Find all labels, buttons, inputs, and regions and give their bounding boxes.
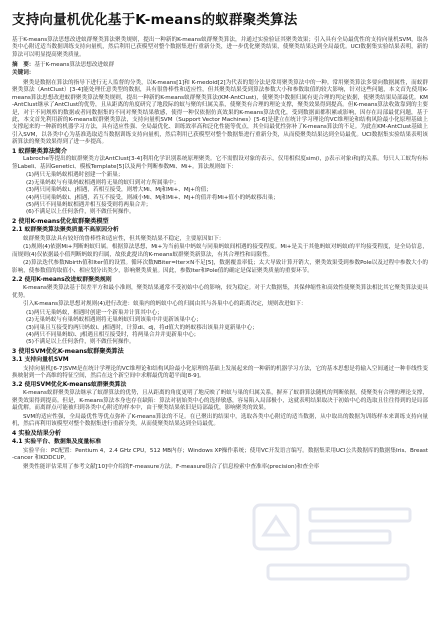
list-item: (4)两只同巢蚂蚁i、j相遇，若互不接受，则减小Mi、Mj和Mi+、Mj+的值并将Mi+值小的蚂蚁移出巢；: [26, 194, 279, 201]
subsection-heading: 3.1 支持向量机SVM: [12, 357, 69, 364]
abstract-label: 摘 要：: [12, 62, 35, 69]
list-item: (6)不满足以上任何条件，则不做任何操作。: [26, 209, 135, 216]
section-heading: 2 使用K-means优化蚁群聚类模型: [12, 218, 109, 226]
section-paragraph: SVM的适应性强，全局最优性等优点弥补了K-means算法的不足。在已聚出的结果中，选取各类中心附近的适当数据，从中取出的数据为训练样本来训练支持向量机，然后再利用该模型对整个数据集进行重新分类，从而使聚类结果达到全局最优。: [12, 413, 428, 428]
keywords-block: [12, 62, 428, 77]
intro-paragraph: 聚类是数据在算法的指导下进行无人监督的分类，以K-means[1]和 K-medoid[2]为代表的划分法是常用聚类算法中的一种。常用聚类算法多要向数据属性，而蚁群聚类算法（AntClust）[3-4]能处理任意类型的数据，具有很鲁棒性和适应性，但其聚类结果受到算法参数大小和参数取值的较大影响，针对这些问题，本文首先使用K-means算法思想改进蚁群聚类算法聚类规则，提出一种新的K-means蚁群聚类算法(KM-AntClust)，使聚类中数据归属有更合理的判定依据，使聚类结果局部最优。KM-AntClust继承了AntClust的优势，且从距离的角度研究了地段际的蚁与聚的归属关系，使聚类有合理的理论支撑，聚类效果得到提高。但K-means算法收敛靠到的主要是，对于不同规格的数据或者同数据集的不同对聚类结果敏感，使得一种仅依据仿真效果的K-means算法优化，受到数据面都积累或影响，因存在局部最优问题，基于此，本文首先利用新的K-means蚁群聚类算法，支持向量机SVM（Support Vector Machines）[5-6]是建立在统计学习理论的VC维理论和结构风险最小化原理基础上支撑起来的一种新的机器学习方法，具有适应性强、全局最优化、训练效率高和泛化性能等优点，其全局最优性弥补了K-means算法的不足。为此在KM-AntClust基础上引入SVM，以各类中心为基准选取适当数据训练支持向量机，然后利用已获模型对整个数据集进行重新分类，从而使聚类结果达到全局最优。UCI数据集实验结果表明该新算法的聚类效果得到了进一步提高。: [12, 79, 428, 146]
keywords-text: 基于K-means算法思想改进蚁群: [34, 62, 115, 69]
section-heading: 4 实验及结果分析: [12, 430, 62, 438]
section-paragraph: Labroche等提出的蚁群聚类方法AntClust[3-4]利用化学识别系统原理聚类。它不需假设对象的表示，仅用相似度sim(i，j)表示对象i和j的关系。每只人工蚁均有标签Labeli、基因Genetici、模板Template[5]以及两个判断参数Mi、Mi+。算法规则如下：: [12, 156, 428, 170]
watermark-logo-icon: [248, 495, 418, 605]
section-paragraph: K-means聚类算法基于误差平方和最小准则，聚类结果通常不受初始中心的影响，较为稳定。对于大数据集，其保伸缩性和高效性使聚类算法相比其它聚类算法更具优势。: [12, 285, 428, 299]
list-item: (4)两只不同巢蚂蚁i、j相遇且相互接受时，将两巢合并并更新巢中心；: [26, 331, 200, 338]
list-item: (5)两只不同巢蚂蚁相遇并相互接受则将两巢合并；: [26, 202, 152, 209]
list-item: (3)两只同巢蚂蚁i、j相遇，若相互接受，则增大Mi、Mj和Mi+、Mj+的值；: [26, 187, 212, 194]
list-item: (5)不满足以上任何条件，则不做任何操作。: [26, 339, 135, 346]
section-paragraph: 蚁群聚类算法具有较好的鲁棒性和适应性，但其聚类结果不稳定，主要原因如下：: [23, 235, 225, 242]
section-paragraph: K-means蚁群聚类算法继承了蚁群算法的优势，且从距离的角度更明了地反映了蚂蚁与巢的归属关系，摒弃了蚁群算法随机的判断依据，使聚类有合理的理论支撑，聚类效果得到提高。但是，K-means算法本身也存在缺陷：算法对初始类中心的选择敏感，容易陷入局部极小，这就表明结果取决于初始中心的选取且往往得到的是局部最优解。而离群点可能被归到各类中心附近的样本中，由于聚类结果依旧是局部最优，影响聚类的效果。: [12, 390, 428, 412]
section-heading: 1 蚁群聚类算法简介: [12, 148, 68, 156]
section-paragraph: (2)算法迭代参数Nbirth值和Iter值的设置。循环次数NBiter=Iter×N不足[5]，数据覆盖率低；太大导致计算开销大，聚类效果受到参数Pole以及过程中参数大小的影响，使参数值的取值小、相应划分出类少，影响聚类质量。因此，参数Iter和Pole值的确定是保证聚类质量的重要环节。: [12, 260, 428, 274]
section-heading: 3 使用SVM优化K-means蚁群聚类算法: [12, 348, 124, 356]
abstract-paragraph: [12, 37, 428, 59]
section-paragraph: 引入K-means算法思想对规则(4)进行改进：蚁巢内的蚂蚁中心的归属由其与各巢中心的距离决定，规则改进如下：: [23, 301, 307, 308]
section-paragraph: 实验平台：PC配置：Pentium 4，2.4 GHz CPU，512 MB内存；Windows XP操作系统；使用VC开发语言编写。数据集采用UCI公共数据库的数据集Iris、Breast-cancer 和KDDCUP。: [12, 447, 428, 462]
section-paragraph: (1)规则(4)依据Mi+判断蚂蚁归属。根据算法思想，Mi+为当前巢中蚂蚁与同巢蚂蚁间相遇的接受程度。Mi+是关于其他蚂蚁对蚂蚁i的平均接受程度，是全局信息，而规则(4)仅依据最小值判断蚂蚁的归属，故依此提出的K-means蚁群聚类新算法，有其合理性和局限性。: [12, 244, 428, 258]
keywords-label: 关键词：: [12, 69, 35, 76]
list-item: (2)无巢蚂蚁与有巢蚂蚁相遇则将无巢蚂蚁归到该巢中并更新该巢中心；: [26, 317, 202, 324]
abstract-text: 基于K-means算法思想改进蚁群聚类算法聚类规则，提出一种新的K-means蚁群聚类算法，并通过实验验证其聚类效果；引入具有全局最优性的支持向量机SVM，取各类中心附近适当数据训练支持向量机，然后利用已获模型对整个数据集进行重新分类，进一步优化聚类结果，使聚类结果达到全局最优。UCI数据集实验结果表明，新的算法可以明显提高聚类质量。: [12, 36, 428, 58]
section-paragraph: 聚类性能评估采用了参考文献[10]中介绍的F-measure方法。F-measure组合了信息检索中查准率(precision)和查全率: [23, 463, 320, 470]
list-item: (1)两只无巢蚂蚁相遇时创建一个新巢；: [26, 172, 124, 179]
section-paragraph: 支持向量机[6-7]SVM是在统计学理论的VC维理论和结构风险最小化原理的基础上发展起来的一种新的机器学习方法，它的基本思想是将输入空间通过一种非线性变换映射到一个高维的特征空间，然后在这个新空间中求解最优的超平面[8-9]。: [12, 365, 428, 380]
subsection-heading: 4.1 实验平台、数据集及度量标准: [12, 439, 102, 446]
list-item: (2)无巢蚂蚁与有巢蚂蚁相遇则将无巢的蚁归到对方所属巢中；: [26, 179, 180, 186]
paper-title: 支持向量机优化基于K-means的蚁群聚类算法: [12, 12, 298, 28]
subsection-heading: 3.2 使用SVM优化K-means蚁群聚类算法: [12, 382, 127, 389]
list-item: (3)同巢且互接受的两只蚂蚁i、j相遇时，计算di、dj，将d值大的蚂蚁移出该巢并更新巢中心；: [26, 324, 258, 331]
list-item: (1)两只无巢蚂蚁，相遇时创建一个新巢并计算其中心；: [26, 309, 163, 316]
subsection-heading: 2.1 蚁群聚类算法聚类质量不高原因分析: [12, 227, 119, 234]
subsection-heading: 2.2 使用K-means改进蚁群聚类规则: [12, 276, 112, 283]
